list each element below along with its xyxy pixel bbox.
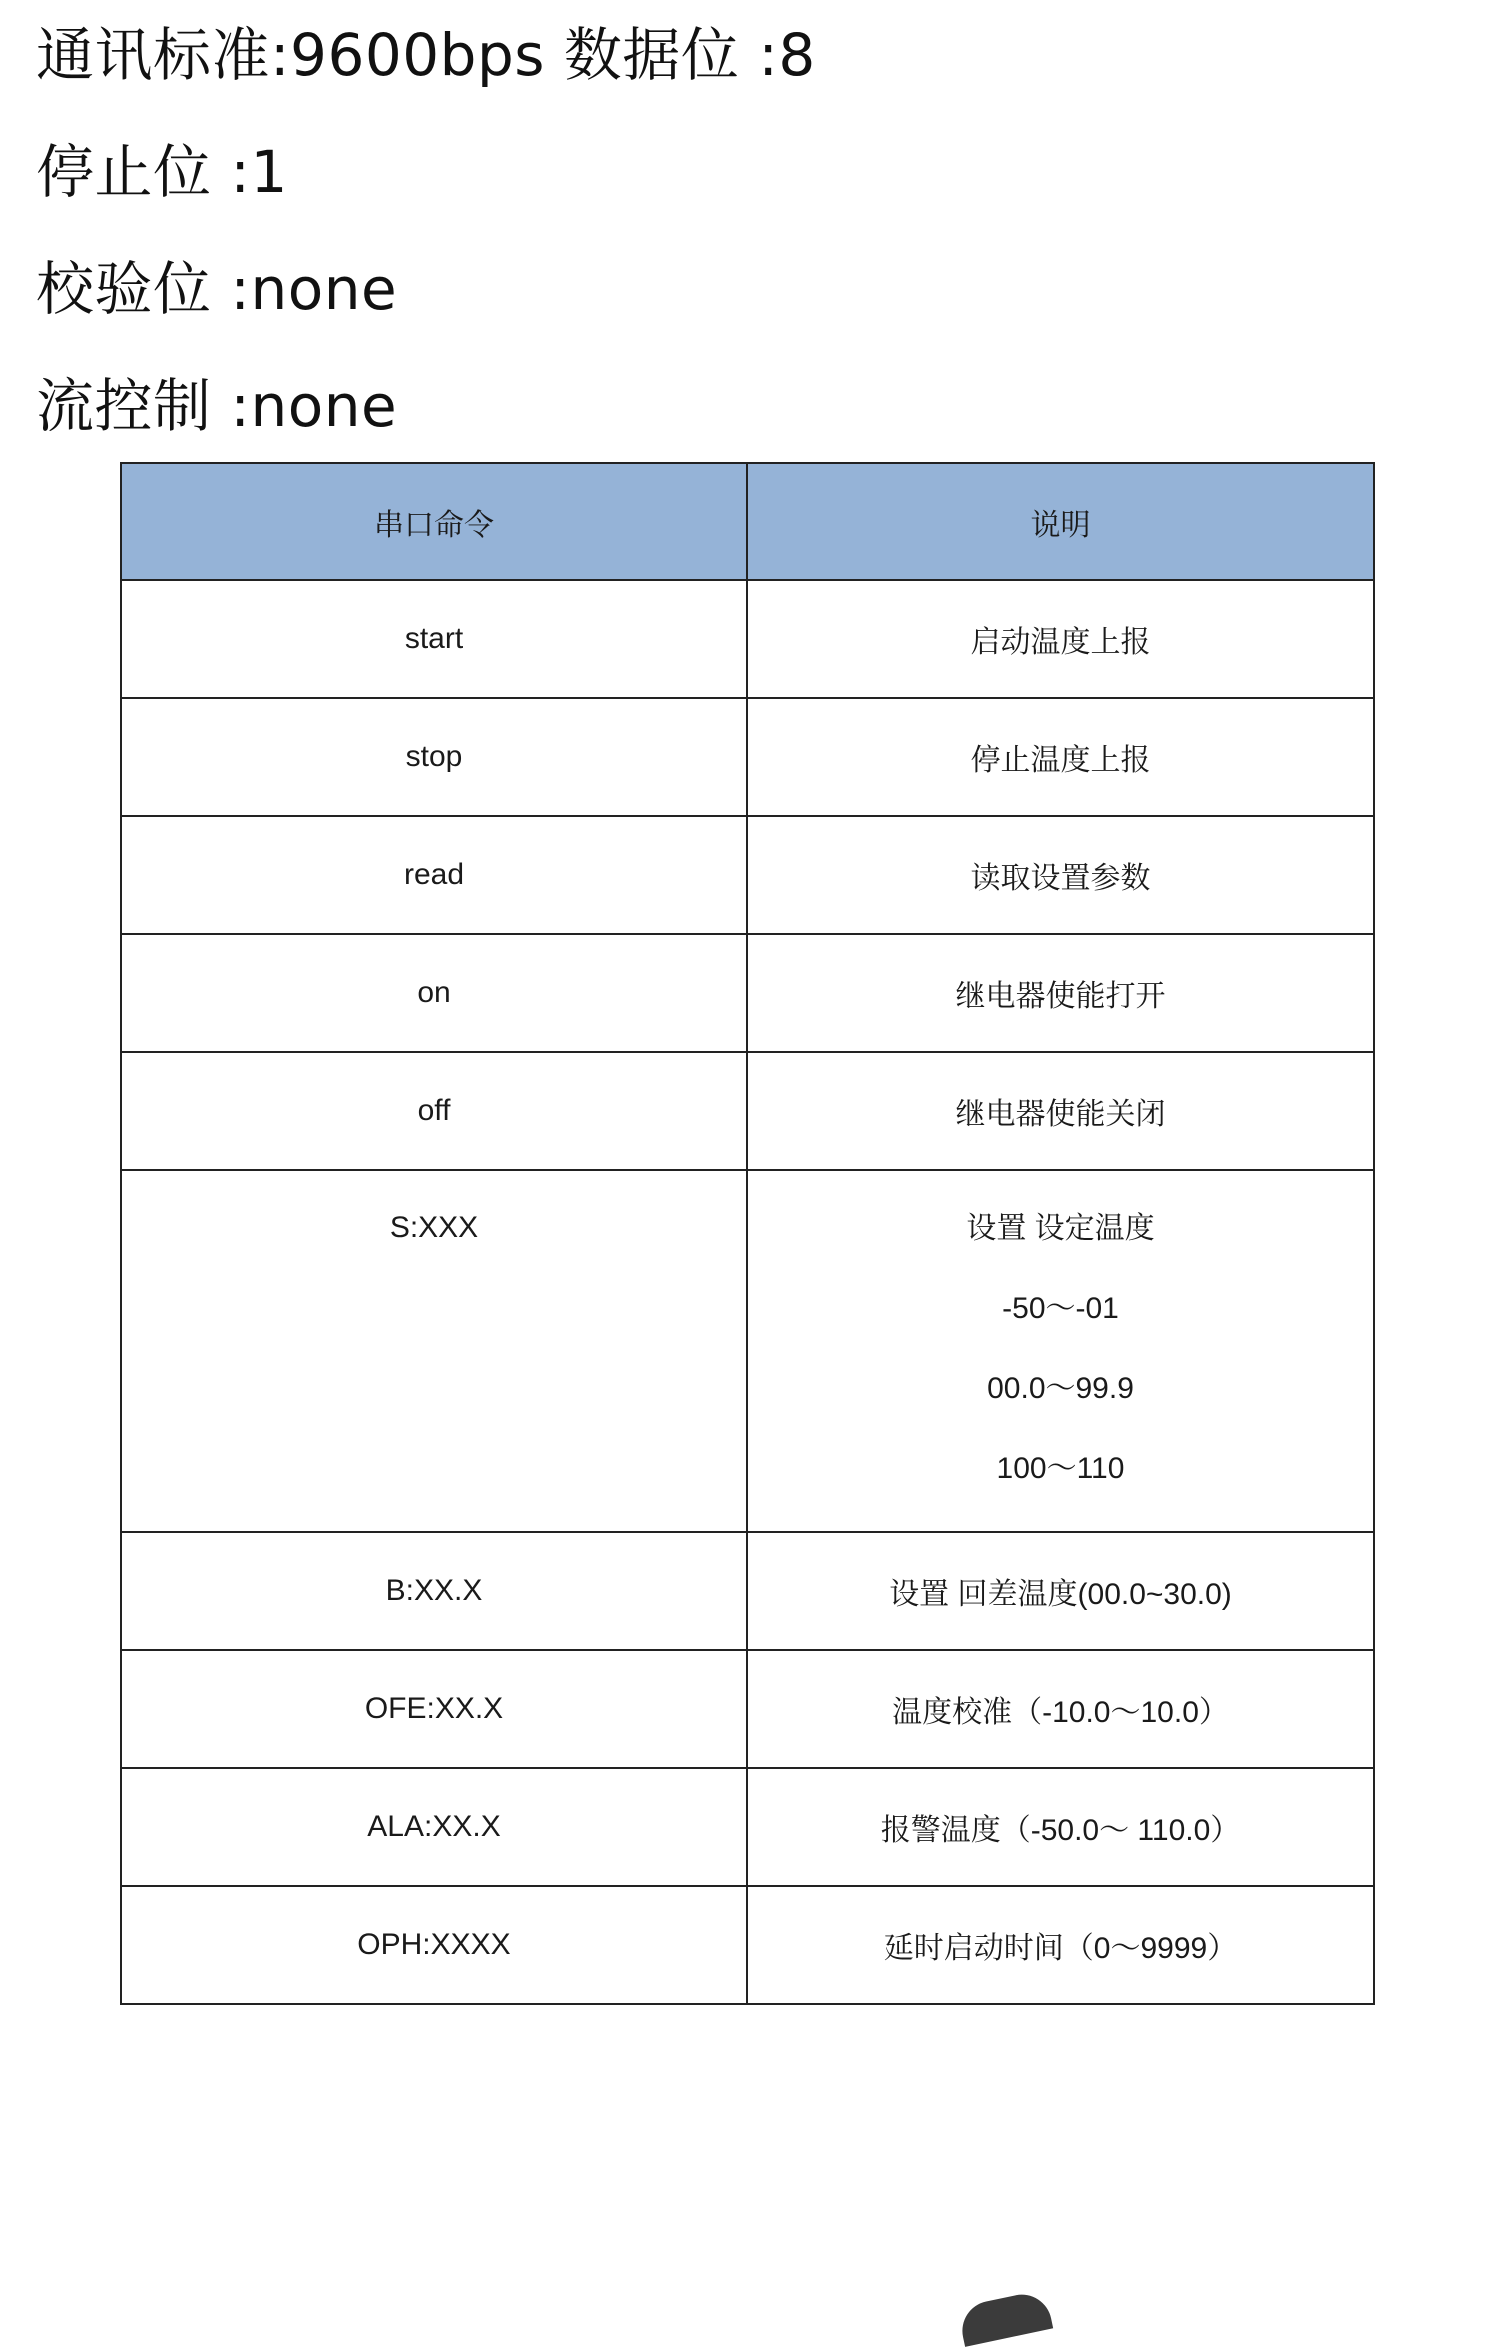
description-cell: 停止温度上报 xyxy=(747,698,1374,816)
description-cell: 继电器使能打开 xyxy=(747,934,1374,1052)
description-cell: 继电器使能关闭 xyxy=(747,1052,1374,1170)
table-row xyxy=(121,698,1374,816)
param-flow-control: 流控制 :none xyxy=(36,372,398,440)
table-row xyxy=(121,816,1374,934)
command-cell: ALA:XX.X xyxy=(121,1768,747,1886)
setpoint-command: S:XXX xyxy=(389,1211,479,1244)
setpoint-range: -50～-01 xyxy=(1002,1292,1119,1325)
description-cell: 温度校准（-10.0～10.0） xyxy=(747,1650,1374,1768)
command-cell: on xyxy=(121,934,747,1052)
description-cell: 设置 回差温度(00.0~30.0) xyxy=(747,1532,1374,1650)
command-table xyxy=(120,462,1375,2005)
command-cell: off xyxy=(121,1052,747,1170)
table-row xyxy=(121,1768,1374,1886)
table-row xyxy=(121,1052,1374,1170)
command-cell: start xyxy=(121,580,747,698)
table-row xyxy=(121,1886,1374,2004)
pen-tip-graphic xyxy=(957,2289,1053,2347)
header-description: 说明 xyxy=(747,463,1374,580)
table-row-setpoint xyxy=(121,1170,1374,1532)
table-row xyxy=(121,1650,1374,1768)
command-cell xyxy=(121,1170,747,1532)
setpoint-range: 100～110 xyxy=(996,1452,1125,1485)
setpoint-range: 00.0～99.9 xyxy=(987,1372,1134,1405)
command-cell: stop xyxy=(121,698,747,816)
command-cell: OFE:XX.X xyxy=(121,1650,747,1768)
description-cell: 报警温度（-50.0～ 110.0） xyxy=(747,1768,1374,1886)
description-cell: 读取设置参数 xyxy=(747,816,1374,934)
table-header-row xyxy=(121,463,1374,580)
description-cell: 延时启动时间（0～9999） xyxy=(747,1886,1374,2004)
serial-parameters xyxy=(36,8,1436,476)
setpoint-description xyxy=(748,1171,1373,1531)
setpoint-line: 设置 设定温度 xyxy=(966,1212,1155,1245)
description-cell xyxy=(747,1170,1374,1532)
table-row xyxy=(121,1532,1374,1650)
header-serial-command: 串口命令 xyxy=(121,463,747,580)
param-baud-databits: 通讯标准:9600bps 数据位 :8 xyxy=(36,21,816,89)
command-cell: OPH:XXXX xyxy=(121,1886,747,2004)
table-row xyxy=(121,580,1374,698)
table-row xyxy=(121,934,1374,1052)
description-cell: 启动温度上报 xyxy=(747,580,1374,698)
command-cell: read xyxy=(121,816,747,934)
command-cell: B:XX.X xyxy=(121,1532,747,1650)
param-stop-bits: 停止位 :1 xyxy=(36,138,288,206)
param-parity: 校验位 :none xyxy=(36,255,398,323)
